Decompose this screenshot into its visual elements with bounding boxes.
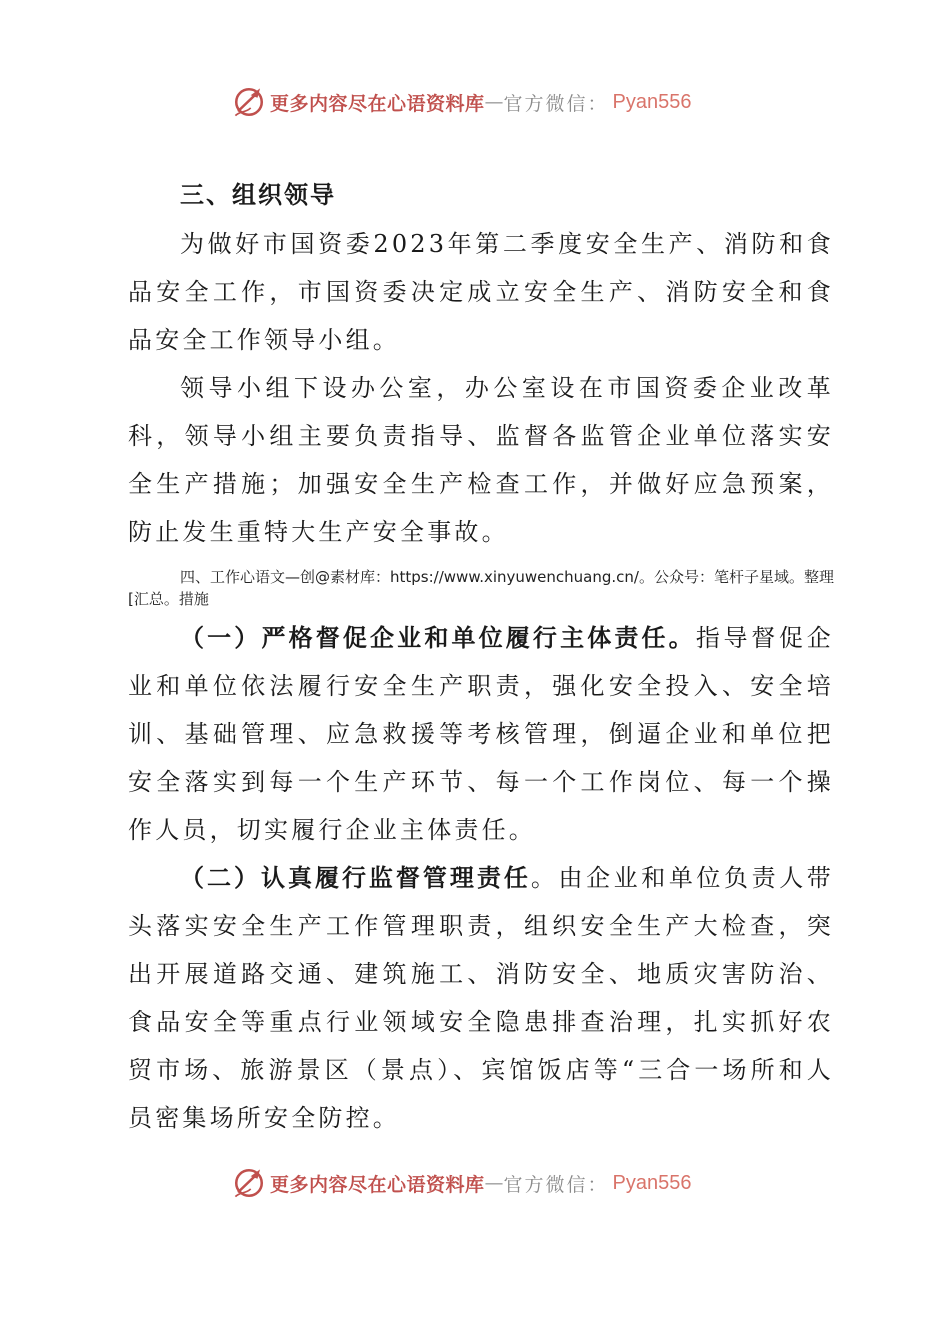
paragraph-4-lead: （二）认真履行监督管理责任 [180,863,531,892]
banner-main-text: 更多内容尽在心语资料库 [270,1173,485,1196]
banner-wechat-id: Pyan556 [612,1171,692,1194]
banner-dash: — [484,91,504,113]
pen-logo-icon [232,85,266,119]
banner-wechat-id: Pyan556 [612,90,692,113]
pen-logo-icon [232,1166,266,1200]
banner-sub-text: 官方微信： [503,1173,609,1196]
paragraph-4-body: 。由企业和单位负责人带头落实安全生产工作管理职责，组织安全生产大检查，突出开展道路交通、建筑施工、消防安全、地质灾害防治、食品安全等重点行业领域安全隐患排查治理，扎实抓好农贸市场、旅游景区（景点）、宾馆饭店等“三合一场所和人员密集场所安全防控。 [128,864,834,1132]
document-body [128,170,834,1142]
footer-banner [232,1163,692,1203]
banner-main-text: 更多内容尽在心语资料库 [270,92,485,115]
section-heading: 三、组织领导 [180,180,336,209]
paragraph-2: 领导小组下设办公室，办公室设在市国资委企业改革科，领导小组主要负责指导、监督各监管企业单位落实安全生产措施；加强安全生产检查工作，并做好应急预案，防止发生重特大生产安全事故。 [128,374,834,546]
paragraph-4 [128,854,834,1142]
paragraph-3-lead: （一）严格督促企业和单位履行主体责任。 [180,623,696,652]
paragraph-1: 为做好市国资委2023年第二季度安全生产、消防和食品安全工作，市国资委决定成立安全生产、消防安全和食品安全工作领导小组。 [128,230,834,354]
header-banner [232,82,692,122]
paragraph-3-body: 指导督促企业和单位依法履行安全生产职责，强化安全投入、安全培训、基础管理、应急救援等考核管理，倒逼企业和单位把安全落实到每一个生产环节、每一个工作岗位、每一个操作人员，切实履行企业主体责任。 [128,624,835,844]
paragraph-3 [128,614,834,854]
banner-sub-text: 官方微信： [503,92,609,115]
banner-dash: — [484,1172,504,1194]
inline-source-note: 四、工作心语文—创@素材库：https://www.xinyuwenchuang.cn/。公众号：笔杆子星域。整理[汇总。措施 [128,568,834,608]
